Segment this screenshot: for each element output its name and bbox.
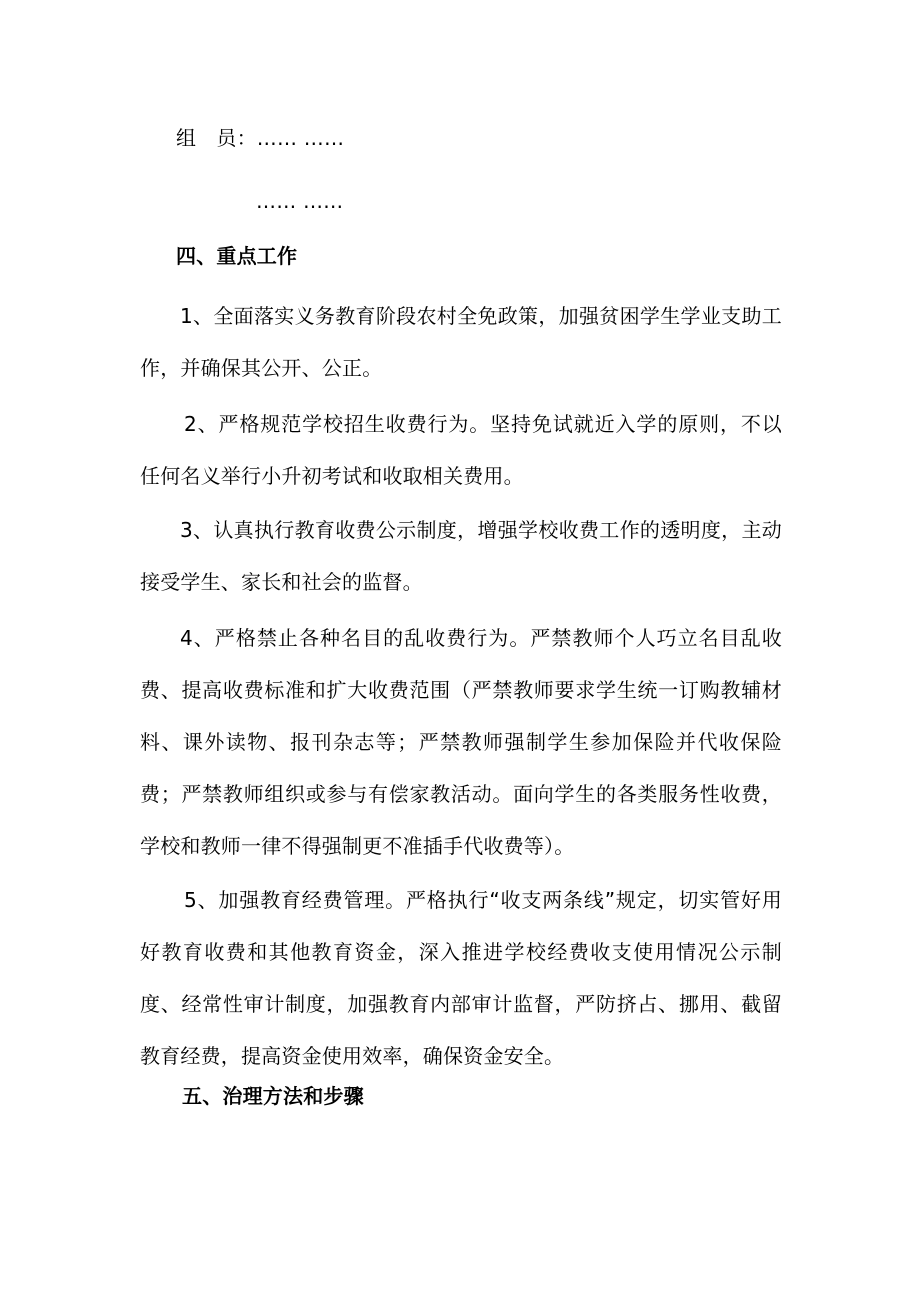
members-continuation-line: …… …… <box>256 189 344 213</box>
members-line: 组 员：…… …… <box>176 126 345 150</box>
section-5-heading: 五、治理方法和步骤 <box>182 1084 364 1108</box>
work-item-2: 2、严格规范学校招生收费行为。坚持免试就近入学的原则，不以任何名义举行小升初考试和收取相关费用。 <box>140 412 782 488</box>
work-item-5: 5、加强教育经费管理。严格执行“收支两条线”规定，切实管好用好教育收费和其他教育资金，深入推进学校经费收支使用情况公示制度、经常性审计制度，加强教育内部审计监督，严防挤占、挪用、截留教育经费，提高资金使用效率，确保资金安全。 <box>140 888 782 1068</box>
work-item-3: 3、认真执行教育收费公示制度，增强学校收费工作的透明度，主动接受学生、家长和社会的监督。 <box>140 518 782 594</box>
section-4-heading: 四、重点工作 <box>176 244 298 268</box>
work-item-1: 1、全面落实义务教育阶段农村全免政策，加强贫困学生学业支助工作，并确保其公开、公正。 <box>140 304 782 380</box>
work-item-4: 4、严格禁止各种名目的乱收费行为。严禁教师个人巧立名目乱收费、提高收费标准和扩大收费范围（严禁教师要求学生统一订购教辅材料、课外读物、报刊杂志等；严禁教师强制学生参加保险并代收保险费；严禁教师组织或参与有偿家教活动。面向学生的各类服务性收费，学校和教师一律不得强制更不准插手代收费等）。 <box>140 626 782 858</box>
